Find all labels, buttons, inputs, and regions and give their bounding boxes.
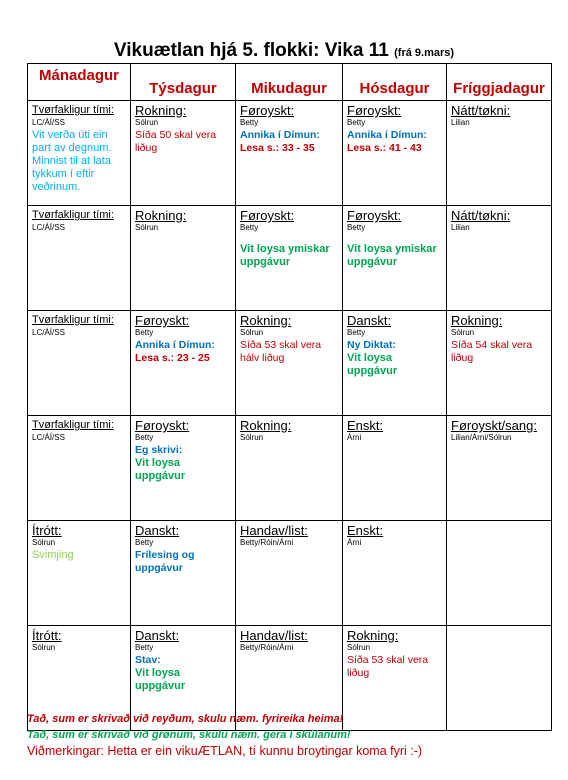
lesson-note: Síða 50 skal vera liðug: [135, 129, 217, 154]
lesson-cell-friday: [447, 521, 552, 626]
lesson-cell-thursday: [343, 311, 447, 416]
schedule-body: [28, 101, 552, 731]
lesson-subject: Danskt:: [135, 523, 180, 538]
lesson-cell-wednesday: [236, 311, 343, 416]
lesson-cell-tuesday: [131, 311, 236, 416]
lesson-teacher: LC/ÁÍ/SS: [32, 328, 65, 337]
lesson-note: Annika í Dímun:: [240, 129, 320, 141]
lesson-subject: Rokning:: [451, 313, 503, 328]
day-header-thursday: Hósdagur: [343, 64, 447, 101]
footer-green-legend: Tað, sum er skrivað við grønum, skulu næm. gera í skúlanum!: [27, 729, 351, 741]
lesson-teacher: Sólrun: [347, 643, 371, 652]
lesson-note: Lesa s.: 33 - 35: [240, 142, 315, 154]
lesson-subject: Føroyskt:: [240, 103, 295, 118]
lesson-teacher: Betty: [135, 538, 154, 547]
lesson-cell-friday: [447, 101, 552, 206]
day-header-friday: Fríggjadagur: [447, 64, 552, 101]
lesson-teacher: LC/ÁÍ/SS: [32, 223, 65, 232]
lesson-note: Lesa s.: 41 - 43: [347, 142, 422, 154]
lesson-teacher: Sólrun: [135, 223, 159, 232]
lesson-cell-tuesday: [131, 416, 236, 521]
lesson-cell-wednesday: [236, 101, 343, 206]
lesson-cell-tuesday: [131, 206, 236, 311]
page-title: [0, 40, 568, 62]
lesson-cell-thursday: [343, 626, 447, 731]
lesson-cell-monday: [28, 101, 131, 206]
lesson-cell-friday: [447, 311, 552, 416]
lesson-cell-thursday: [343, 206, 447, 311]
schedule-table: [27, 63, 552, 731]
lesson-subject: Danskt:: [135, 628, 180, 643]
lesson-subject: Handav/list:: [240, 628, 308, 643]
lesson-teacher: Sólrun: [135, 118, 159, 127]
lesson-note: Frílesing og uppgávur: [135, 549, 195, 574]
lesson-subject: Rokning:: [135, 103, 187, 118]
lesson-teacher: Sólrun: [32, 538, 56, 547]
lesson-subject: Enskt:: [347, 418, 384, 433]
lesson-cell-thursday: [343, 521, 447, 626]
lesson-note: Vit verða úti ein part av degnum. Minnist til at lata tykkum í eftir veðrinum.: [32, 129, 112, 193]
lesson-subject: Tvørfakligur tími:: [32, 104, 114, 116]
schedule-row: [28, 101, 552, 206]
lesson-cell-thursday: [343, 101, 447, 206]
lesson-teacher: Lilian: [451, 118, 470, 127]
lesson-teacher: Lilian: [451, 223, 470, 232]
lesson-subject: Føroyskt/sang:: [451, 418, 537, 433]
lesson-note: Vit loysa uppgávur: [135, 457, 186, 482]
lesson-cell-monday: [28, 311, 131, 416]
lesson-teacher: Betty: [347, 328, 366, 337]
lesson-cell-monday: [28, 416, 131, 521]
day-header-monday: Mánadagur: [28, 64, 131, 101]
lesson-cell-tuesday: [131, 101, 236, 206]
lesson-teacher: Sólrun: [240, 328, 264, 337]
lesson-note: Síða 54 skal vera liðug: [451, 339, 533, 364]
lesson-cell-wednesday: [236, 521, 343, 626]
lesson-note: Vit loysa ymiskar uppgávur: [240, 243, 330, 268]
lesson-subject: Føroyskt:: [135, 418, 190, 433]
lesson-teacher: LC/ÁÍ/SS: [32, 433, 65, 442]
lesson-cell-wednesday: [236, 206, 343, 311]
schedule-row: [28, 206, 552, 311]
lesson-subject: Nátt/tøkni:: [451, 208, 511, 223]
lesson-note: Síða 53 skal vera liðug: [347, 654, 429, 679]
lesson-subject: Rokning:: [240, 313, 292, 328]
footer-red-legend: Tað, sum er skrivað við reyðum, skulu næm. fyrireika heima!: [27, 713, 344, 725]
lesson-note: Vit loysa uppgávur: [135, 667, 186, 692]
title-date: (frá 9.mars): [394, 47, 455, 59]
lesson-teacher: Betty: [135, 433, 154, 442]
lesson-subject: Føroyskt:: [135, 313, 190, 328]
schedule-row: [28, 311, 552, 416]
lesson-teacher: Sólrun: [32, 643, 56, 652]
title-main: Vikuætlan hjá 5. flokki: Vika 11: [113, 40, 389, 61]
lesson-teacher: Sólrun: [240, 433, 264, 442]
footer-remarks: Viðmerkingar: Hetta er ein vikuÆTLAN, tí kunnu broytingar koma fyri :-): [27, 744, 423, 758]
lesson-teacher: Betty: [347, 118, 366, 127]
lesson-teacher: Betty: [347, 223, 366, 232]
lesson-note: Ny Diktat:: [347, 339, 397, 351]
lesson-note: Vit loysa ymiskar uppgávur: [347, 243, 437, 268]
lesson-subject: Føroyskt:: [347, 208, 402, 223]
lesson-note: Síða 53 skal vera hálv liðug: [240, 339, 322, 364]
lesson-note: Lesa s.: 23 - 25: [135, 352, 210, 364]
lesson-note: Vit loysa uppgávur: [347, 352, 398, 377]
lesson-note: Svimjing: [32, 549, 74, 561]
lesson-teacher: Betty: [135, 328, 154, 337]
lesson-teacher: Árni: [347, 433, 362, 442]
lesson-subject: Rokning:: [240, 418, 292, 433]
lesson-teacher: Lilian/Árni/Sólrun: [451, 433, 512, 442]
lesson-teacher: Betty/Róin/Árni: [240, 643, 294, 652]
schedule-row: [28, 521, 552, 626]
lesson-note: Stav:: [135, 654, 161, 666]
lesson-note: Eg skrivi:: [135, 444, 183, 456]
day-header-row: [28, 64, 552, 101]
lesson-teacher: Betty: [135, 643, 154, 652]
lesson-subject: Tvørfakligur tími:: [32, 209, 114, 221]
lesson-subject: Ítrótt:: [32, 628, 62, 643]
day-header-wednesday: Mikudagur: [236, 64, 343, 101]
lesson-teacher: Betty/Róin/Árni: [240, 538, 294, 547]
lesson-note: Annika í Dímun:: [135, 339, 215, 351]
lesson-subject: Nátt/tøkni:: [451, 103, 511, 118]
lesson-subject: Føroyskt:: [347, 103, 402, 118]
lesson-subject: Tvørfakligur tími:: [32, 419, 114, 431]
day-header-tuesday: Týsdagur: [131, 64, 236, 101]
lesson-subject: Handav/list:: [240, 523, 308, 538]
lesson-subject: Danskt:: [347, 313, 392, 328]
lesson-cell-wednesday: [236, 416, 343, 521]
lesson-teacher: Betty: [240, 223, 259, 232]
lesson-subject: Rokning:: [347, 628, 399, 643]
lesson-teacher: LC/ÁÍ/SS: [32, 118, 65, 127]
lesson-subject: Tvørfakligur tími:: [32, 314, 114, 326]
lesson-subject: Enskt:: [347, 523, 384, 538]
lesson-cell-thursday: [343, 416, 447, 521]
lesson-cell-tuesday: [131, 521, 236, 626]
lesson-cell-friday: [447, 416, 552, 521]
lesson-cell-friday: [447, 626, 552, 731]
lesson-cell-friday: [447, 206, 552, 311]
lesson-note: Annika í Dímun:: [347, 129, 427, 141]
schedule-row: [28, 416, 552, 521]
lesson-subject: Føroyskt:: [240, 208, 295, 223]
lesson-cell-monday: [28, 521, 131, 626]
lesson-teacher: Betty: [240, 118, 259, 127]
lesson-teacher: Árni: [347, 538, 362, 547]
lesson-cell-monday: [28, 206, 131, 311]
lesson-teacher: Sólrun: [451, 328, 475, 337]
lesson-subject: Rokning:: [135, 208, 187, 223]
lesson-subject: Ítrótt:: [32, 523, 62, 538]
